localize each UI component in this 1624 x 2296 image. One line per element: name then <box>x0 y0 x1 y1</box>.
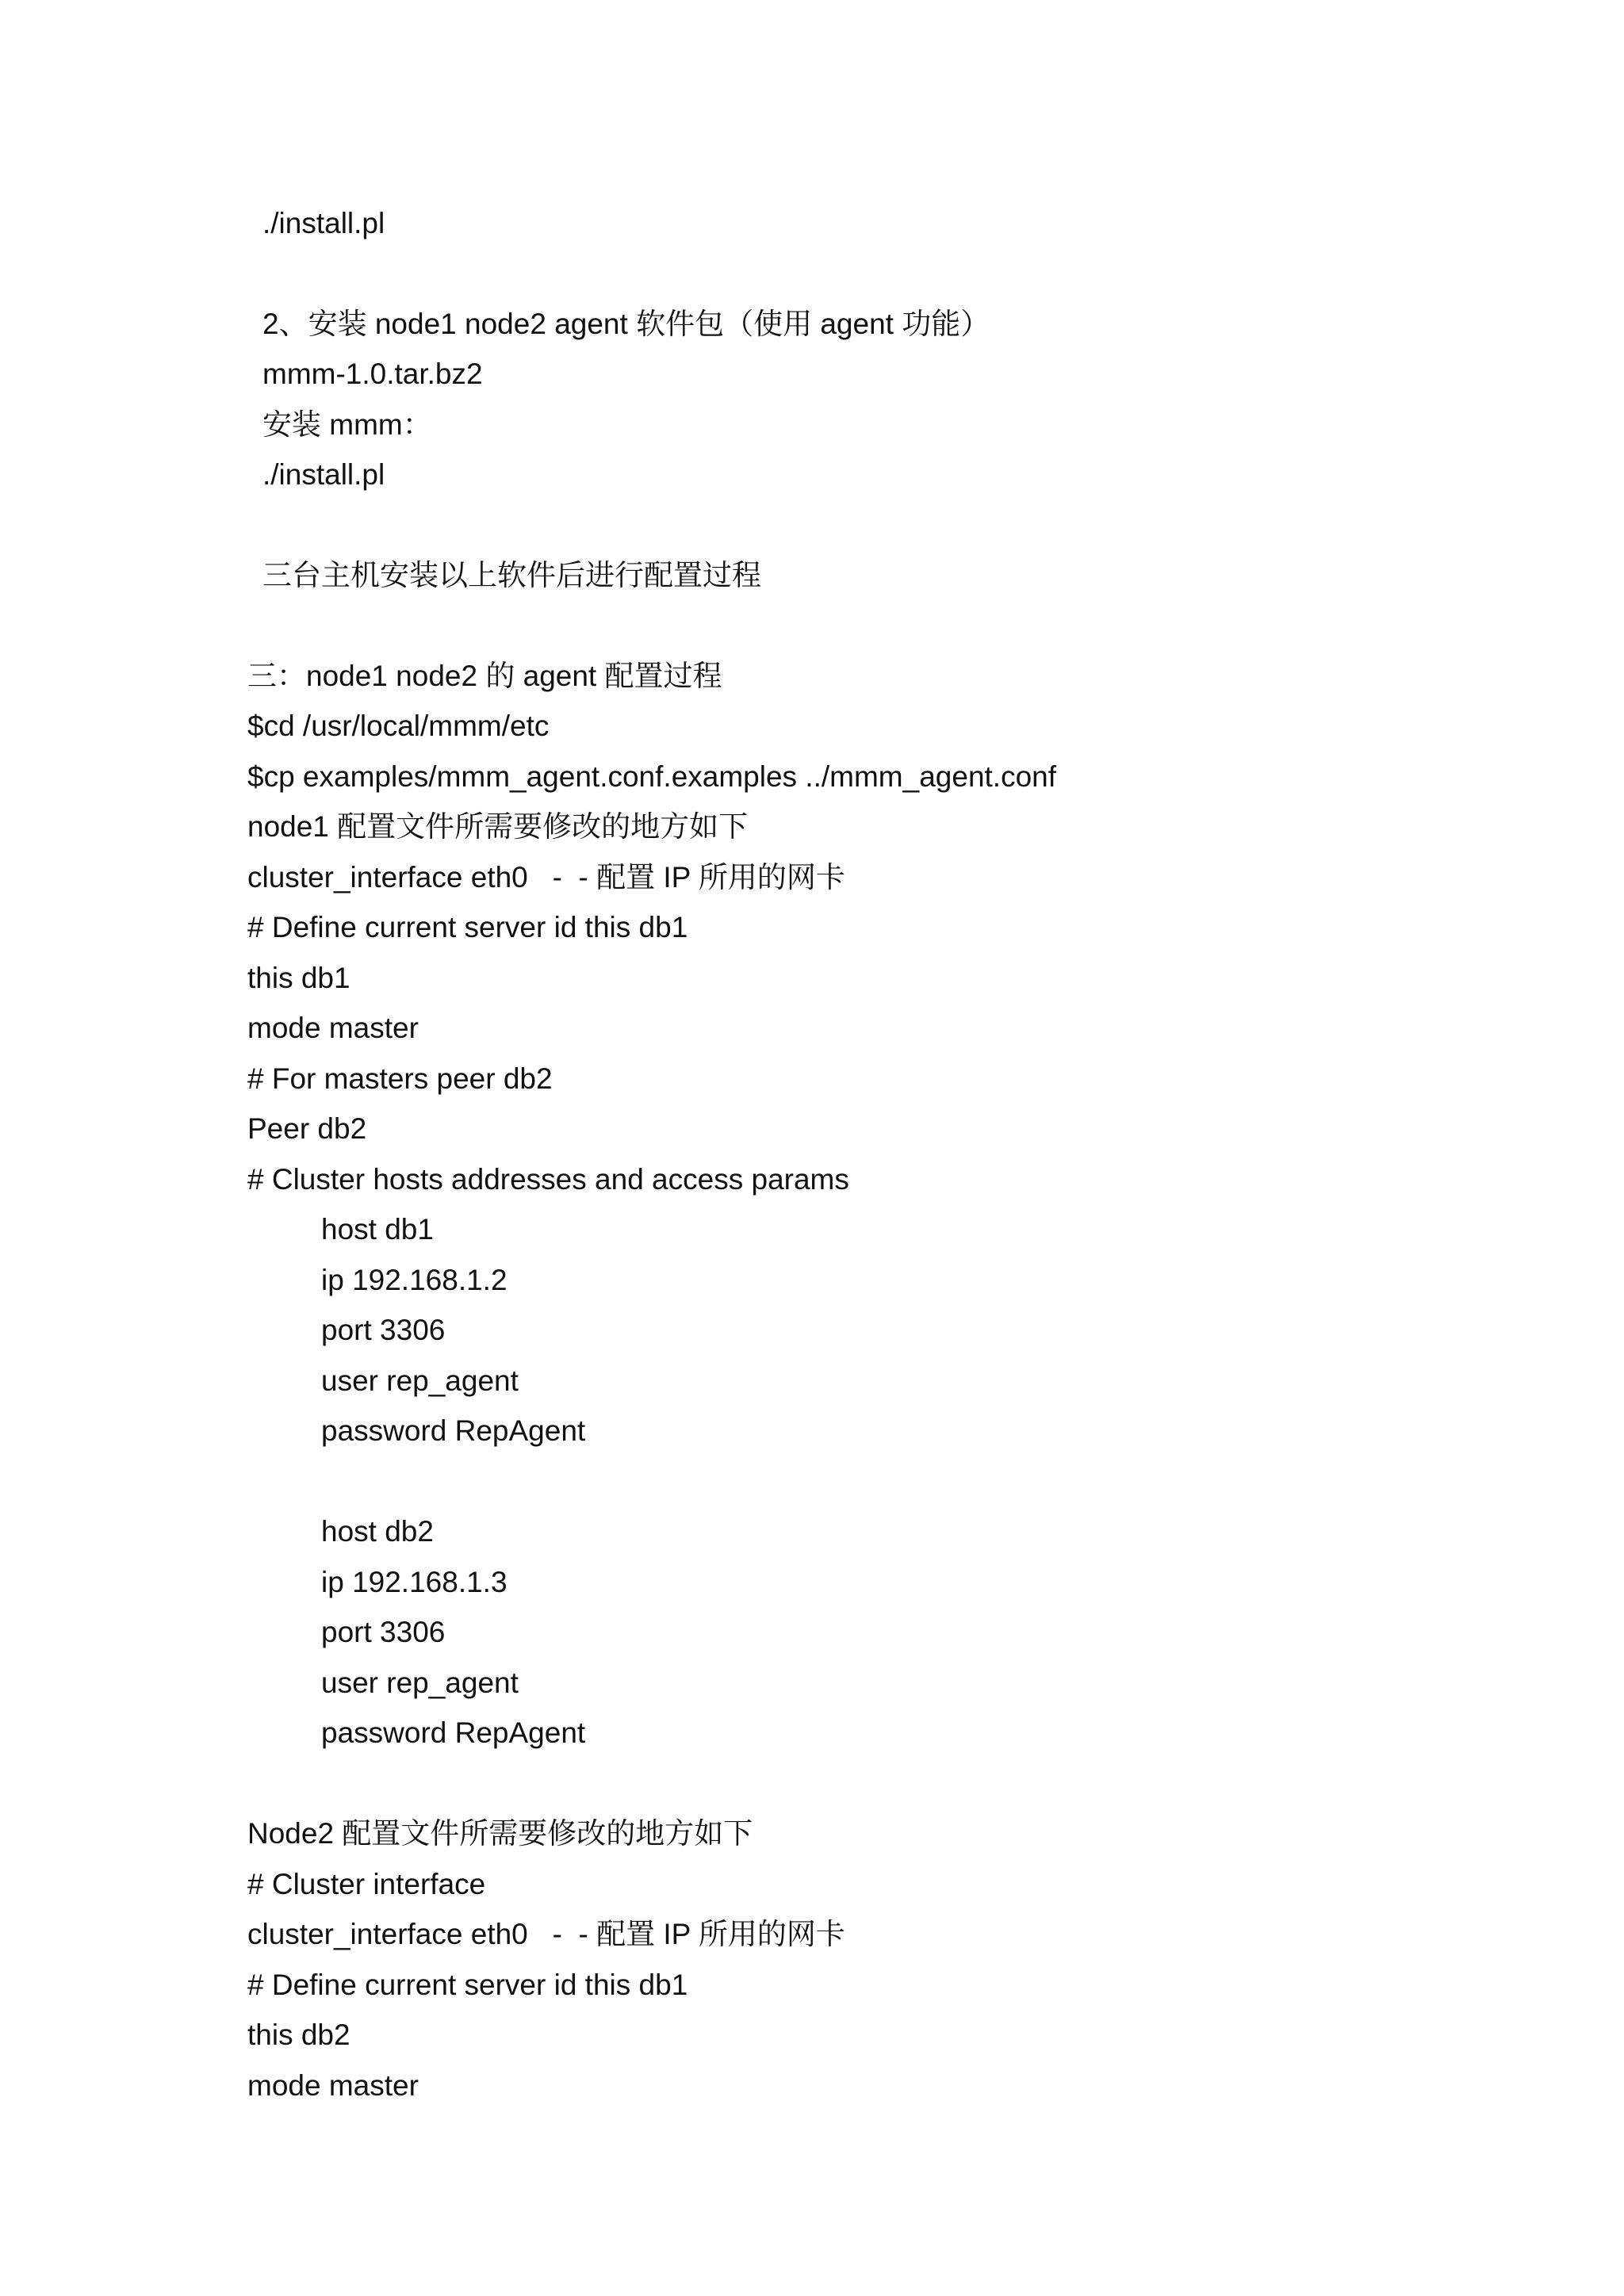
text-line-user-db1: user rep_agent <box>321 1364 519 1397</box>
text-line-package-name: mmm-1.0.tar.bz2 <box>262 358 483 390</box>
text-line-install-mmm: 安装 mmm： <box>262 408 432 441</box>
text-line-port-db2: port 3306 <box>321 1616 446 1648</box>
text-line-cluster-hosts-comment: # Cluster hosts addresses and access params <box>247 1163 849 1196</box>
text-line-port-db1: port 3306 <box>321 1314 446 1346</box>
text-line-install-cmd-2: ./install.pl <box>262 458 385 491</box>
text-line-ip-db1: ip 192.168.1.2 <box>321 1264 508 1296</box>
text-line-mode-master-node2: mode master <box>247 2069 419 2102</box>
text-line-mode-master: mode master <box>247 1012 419 1044</box>
text-line-install-cmd: ./install.pl <box>262 207 385 239</box>
text-line-peer-db2: Peer db2 <box>247 1112 367 1145</box>
text-line-password-db2: password RepAgent <box>321 1716 586 1749</box>
text-line-cluster-interface-comment: # Cluster interface <box>247 1868 486 1900</box>
text-line-define-server-comment-node2: # Define current server id this db1 <box>247 1969 688 2001</box>
text-line-cp-cmd: $cp examples/mmm_agent.conf.examples ../mmm_agent.conf <box>247 760 1057 793</box>
text-line-peer-comment: # For masters peer db2 <box>247 1062 553 1095</box>
text-line-host-db1: host db1 <box>321 1213 434 1246</box>
text-line-cluster-interface: cluster_interface eth0 - - 配置 IP 所用的网卡 <box>247 861 845 894</box>
text-line-step2-heading: 2、安装 node1 node2 agent 软件包（使用 agent 功能） <box>262 308 990 340</box>
text-line-password-db1: password RepAgent <box>321 1414 586 1447</box>
text-line-host-db2: host db2 <box>321 1515 434 1548</box>
text-line-three-hosts-note: 三台主机安装以上软件后进行配置过程 <box>262 559 761 591</box>
text-line-this-db1: this db1 <box>247 962 350 994</box>
text-line-ip-db2: ip 192.168.1.3 <box>321 1566 508 1598</box>
text-line-cluster-interface-node2: cluster_interface eth0 - - 配置 IP 所用的网卡 <box>247 1918 845 1950</box>
text-line-cd-cmd: $cd /usr/local/mmm/etc <box>247 710 550 742</box>
text-line-section3-heading: 三：node1 node2 的 agent 配置过程 <box>247 660 722 692</box>
text-line-user-db2: user rep_agent <box>321 1667 519 1699</box>
text-line-node1-config-heading: node1 配置文件所需要修改的地方如下 <box>247 810 749 843</box>
text-line-node2-config-heading: Node2 配置文件所需要修改的地方如下 <box>247 1817 753 1850</box>
text-line-this-db2: this db2 <box>247 2019 350 2051</box>
text-line-define-server-comment: # Define current server id this db1 <box>247 911 688 943</box>
